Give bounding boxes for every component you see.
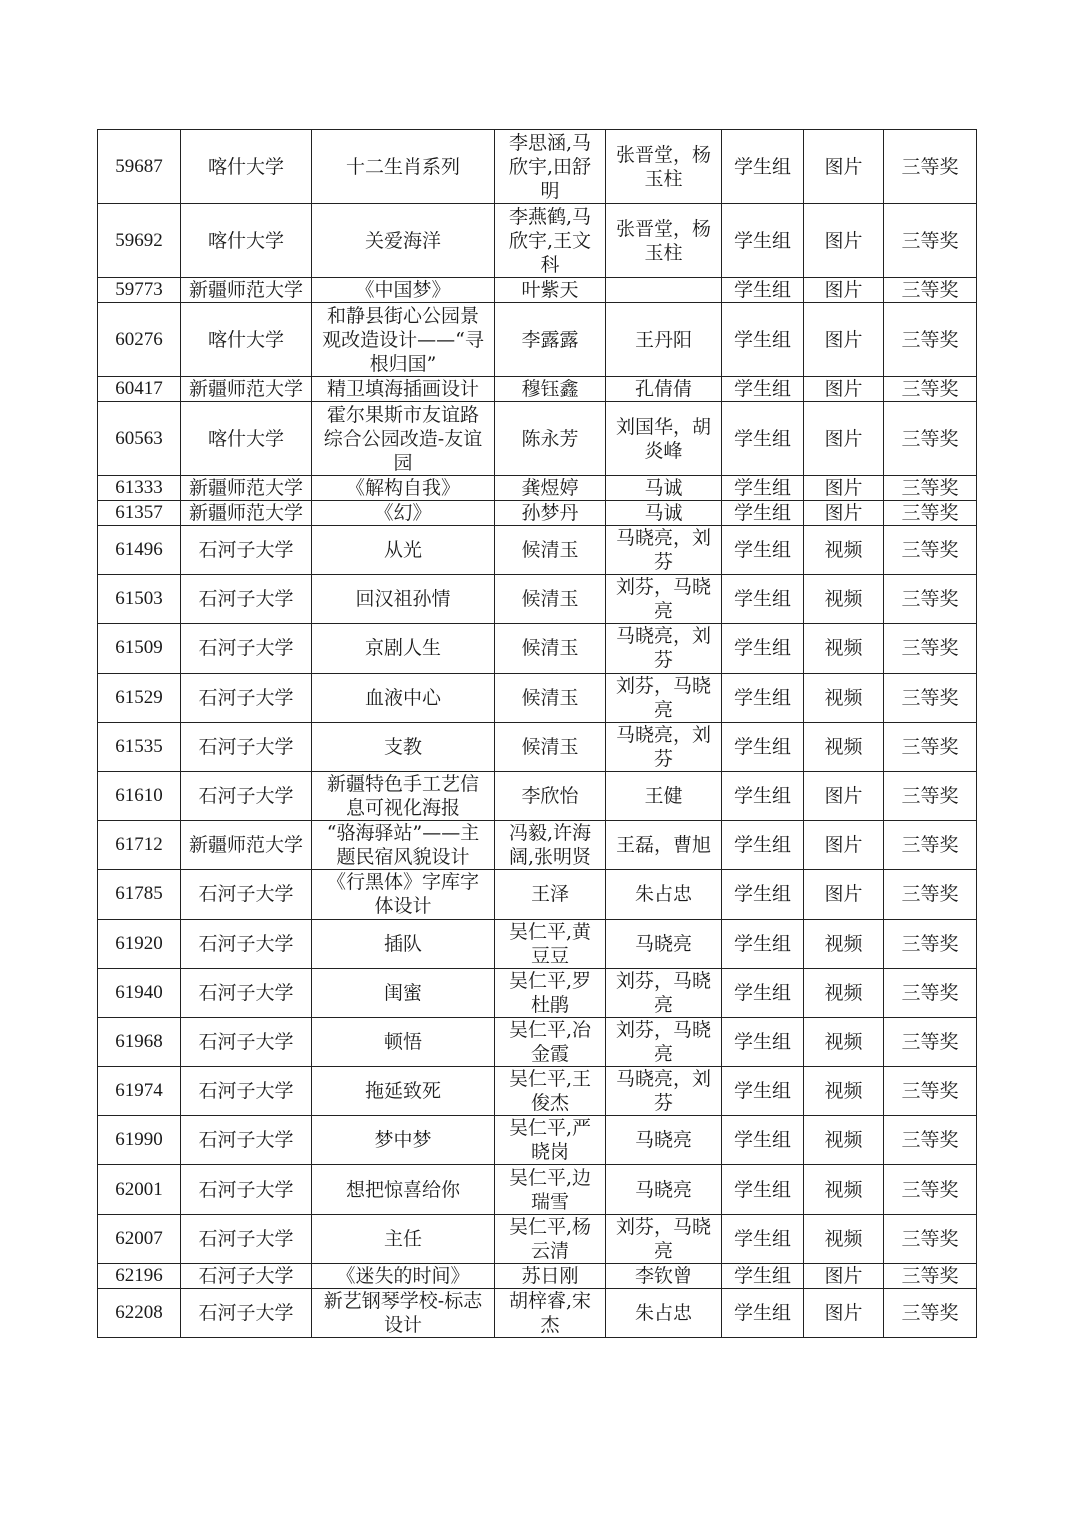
- table-row: [98, 204, 977, 278]
- group-cell: 学生组: [722, 1165, 804, 1214]
- authors-cell: 吴仁平,冶金霞: [495, 1017, 606, 1066]
- award-cell: 三等奖: [884, 1288, 977, 1337]
- authors-cell: 李燕鹤,马欣宇,王文科: [495, 204, 606, 278]
- table-row: [98, 501, 977, 526]
- table-row: [98, 771, 977, 820]
- school-cell: 新疆师范大学: [181, 377, 312, 402]
- group-cell: 学生组: [722, 968, 804, 1017]
- school-cell: 新疆师范大学: [181, 278, 312, 303]
- category-cell: 图片: [804, 204, 884, 278]
- work-title-cell: 梦中梦: [312, 1116, 495, 1165]
- advisors-cell: 马晓亮，刘芬: [606, 526, 722, 575]
- award-cell: 三等奖: [884, 673, 977, 722]
- award-cell: 三等奖: [884, 130, 977, 204]
- category-cell: 视频: [804, 1214, 884, 1263]
- category-cell: 视频: [804, 919, 884, 968]
- category-cell: 图片: [804, 377, 884, 402]
- school-cell: 石河子大学: [181, 968, 312, 1017]
- entry-id-cell: 61357: [98, 501, 181, 526]
- school-cell: 新疆师范大学: [181, 821, 312, 870]
- work-title-cell: 《幻》: [312, 501, 495, 526]
- award-cell: 三等奖: [884, 771, 977, 820]
- category-cell: 图片: [804, 501, 884, 526]
- school-cell: 石河子大学: [181, 575, 312, 624]
- award-cell: 三等奖: [884, 1263, 977, 1288]
- work-title-cell: “骆海驿站”——主题民宿风貌设计: [312, 821, 495, 870]
- table-row: [98, 870, 977, 919]
- group-cell: 学生组: [722, 1017, 804, 1066]
- advisors-cell: 刘芬，马晓亮: [606, 575, 722, 624]
- work-title-cell: 想把惊喜给你: [312, 1165, 495, 1214]
- work-title-cell: 《行黑体》字库字体设计: [312, 870, 495, 919]
- authors-cell: 苏日刚: [495, 1263, 606, 1288]
- school-cell: 石河子大学: [181, 1116, 312, 1165]
- category-cell: 视频: [804, 722, 884, 771]
- table-row: [98, 130, 977, 204]
- work-title-cell: 回汉祖孙情: [312, 575, 495, 624]
- authors-cell: 吴仁平,罗杜鹃: [495, 968, 606, 1017]
- advisors-cell: 马晓亮: [606, 1165, 722, 1214]
- award-cell: 三等奖: [884, 476, 977, 501]
- work-title-cell: 顿悟: [312, 1017, 495, 1066]
- advisors-cell: 张晋堂，杨玉柱: [606, 204, 722, 278]
- authors-cell: 候清玉: [495, 575, 606, 624]
- category-cell: 视频: [804, 624, 884, 673]
- authors-cell: 李思涵,马欣宇,田舒明: [495, 130, 606, 204]
- work-title-cell: 新艺钢琴学校-标志设计: [312, 1288, 495, 1337]
- work-title-cell: 血液中心: [312, 673, 495, 722]
- table-row: [98, 1165, 977, 1214]
- award-cell: 三等奖: [884, 303, 977, 377]
- table-row: [98, 1017, 977, 1066]
- category-cell: 图片: [804, 821, 884, 870]
- entry-id-cell: 60276: [98, 303, 181, 377]
- group-cell: 学生组: [722, 1214, 804, 1263]
- school-cell: 喀什大学: [181, 303, 312, 377]
- group-cell: 学生组: [722, 130, 804, 204]
- advisors-cell: 马晓亮，刘芬: [606, 722, 722, 771]
- category-cell: 视频: [804, 1067, 884, 1116]
- table-body: [98, 130, 977, 1338]
- award-cell: 三等奖: [884, 1214, 977, 1263]
- table-row: [98, 278, 977, 303]
- school-cell: 石河子大学: [181, 919, 312, 968]
- table-row: [98, 575, 977, 624]
- group-cell: 学生组: [722, 771, 804, 820]
- advisors-cell: 王磊，曹旭: [606, 821, 722, 870]
- authors-cell: 候清玉: [495, 673, 606, 722]
- advisors-cell: 刘国华，胡炎峰: [606, 402, 722, 476]
- entry-id-cell: 61333: [98, 476, 181, 501]
- authors-cell: 冯毅,许海阔,张明贤: [495, 821, 606, 870]
- award-cell: 三等奖: [884, 204, 977, 278]
- entry-id-cell: 61712: [98, 821, 181, 870]
- award-cell: 三等奖: [884, 919, 977, 968]
- school-cell: 新疆师范大学: [181, 476, 312, 501]
- work-title-cell: 霍尔果斯市友谊路综合公园改造-友谊园: [312, 402, 495, 476]
- authors-cell: 李露露: [495, 303, 606, 377]
- group-cell: 学生组: [722, 303, 804, 377]
- advisors-cell: 朱占忠: [606, 870, 722, 919]
- school-cell: 喀什大学: [181, 204, 312, 278]
- work-title-cell: 《中国梦》: [312, 278, 495, 303]
- table-row: [98, 377, 977, 402]
- advisors-cell: 刘芬，马晓亮: [606, 968, 722, 1017]
- group-cell: 学生组: [722, 377, 804, 402]
- group-cell: 学生组: [722, 476, 804, 501]
- advisors-cell: 刘芬，马晓亮: [606, 1017, 722, 1066]
- entry-id-cell: 61974: [98, 1067, 181, 1116]
- category-cell: 视频: [804, 968, 884, 1017]
- advisors-cell: 刘芬，马晓亮: [606, 673, 722, 722]
- category-cell: 图片: [804, 278, 884, 303]
- table-row: [98, 476, 977, 501]
- school-cell: 石河子大学: [181, 1263, 312, 1288]
- advisors-cell: 马晓亮: [606, 919, 722, 968]
- school-cell: 石河子大学: [181, 526, 312, 575]
- work-title-cell: 精卫填海插画设计: [312, 377, 495, 402]
- table-row: [98, 919, 977, 968]
- entry-id-cell: 62001: [98, 1165, 181, 1214]
- category-cell: 图片: [804, 303, 884, 377]
- entry-id-cell: 61990: [98, 1116, 181, 1165]
- advisors-cell: 孔倩倩: [606, 377, 722, 402]
- group-cell: 学生组: [722, 624, 804, 673]
- entry-id-cell: 61509: [98, 624, 181, 673]
- entry-id-cell: 62208: [98, 1288, 181, 1337]
- school-cell: 石河子大学: [181, 1067, 312, 1116]
- award-cell: 三等奖: [884, 968, 977, 1017]
- group-cell: 学生组: [722, 575, 804, 624]
- award-cell: 三等奖: [884, 722, 977, 771]
- work-title-cell: 《解构自我》: [312, 476, 495, 501]
- table-row: [98, 303, 977, 377]
- award-results-table: [97, 129, 977, 1338]
- authors-cell: 候清玉: [495, 624, 606, 673]
- group-cell: 学生组: [722, 919, 804, 968]
- table-row: [98, 526, 977, 575]
- authors-cell: 龚煜婷: [495, 476, 606, 501]
- authors-cell: 吴仁平,严晓岗: [495, 1116, 606, 1165]
- work-title-cell: 从光: [312, 526, 495, 575]
- entry-id-cell: 61940: [98, 968, 181, 1017]
- work-title-cell: 关爱海洋: [312, 204, 495, 278]
- work-title-cell: 和静县街心公园景观改造设计——“寻根归国”: [312, 303, 495, 377]
- advisors-cell: 朱占忠: [606, 1288, 722, 1337]
- authors-cell: 王泽: [495, 870, 606, 919]
- entry-id-cell: 61529: [98, 673, 181, 722]
- group-cell: 学生组: [722, 870, 804, 919]
- work-title-cell: 十二生肖系列: [312, 130, 495, 204]
- school-cell: 石河子大学: [181, 624, 312, 673]
- entry-id-cell: 59773: [98, 278, 181, 303]
- advisors-cell: 张晋堂，杨玉柱: [606, 130, 722, 204]
- authors-cell: 孙梦丹: [495, 501, 606, 526]
- authors-cell: 胡梓睿,宋杰: [495, 1288, 606, 1337]
- table-row: [98, 673, 977, 722]
- group-cell: 学生组: [722, 402, 804, 476]
- school-cell: 喀什大学: [181, 130, 312, 204]
- table-row: [98, 1288, 977, 1337]
- award-cell: 三等奖: [884, 821, 977, 870]
- award-cell: 三等奖: [884, 624, 977, 673]
- school-cell: 新疆师范大学: [181, 501, 312, 526]
- award-cell: 三等奖: [884, 1116, 977, 1165]
- school-cell: 喀什大学: [181, 402, 312, 476]
- authors-cell: 穆钰鑫: [495, 377, 606, 402]
- school-cell: 石河子大学: [181, 870, 312, 919]
- work-title-cell: 主任: [312, 1214, 495, 1263]
- table-row: [98, 968, 977, 1017]
- award-cell: 三等奖: [884, 501, 977, 526]
- school-cell: 石河子大学: [181, 1017, 312, 1066]
- authors-cell: 吴仁平,黄豆豆: [495, 919, 606, 968]
- category-cell: 视频: [804, 673, 884, 722]
- table-row: [98, 402, 977, 476]
- group-cell: 学生组: [722, 526, 804, 575]
- advisors-cell: [606, 278, 722, 303]
- group-cell: 学生组: [722, 1116, 804, 1165]
- category-cell: 图片: [804, 1288, 884, 1337]
- table-row: [98, 722, 977, 771]
- award-cell: 三等奖: [884, 575, 977, 624]
- category-cell: 图片: [804, 870, 884, 919]
- award-cell: 三等奖: [884, 526, 977, 575]
- authors-cell: 吴仁平,王俊杰: [495, 1067, 606, 1116]
- category-cell: 图片: [804, 476, 884, 501]
- authors-cell: 陈永芳: [495, 402, 606, 476]
- entry-id-cell: 61785: [98, 870, 181, 919]
- authors-cell: 候清玉: [495, 722, 606, 771]
- group-cell: 学生组: [722, 1263, 804, 1288]
- authors-cell: 候清玉: [495, 526, 606, 575]
- category-cell: 视频: [804, 1116, 884, 1165]
- award-cell: 三等奖: [884, 402, 977, 476]
- school-cell: 石河子大学: [181, 1214, 312, 1263]
- work-title-cell: 京剧人生: [312, 624, 495, 673]
- school-cell: 石河子大学: [181, 1288, 312, 1337]
- group-cell: 学生组: [722, 204, 804, 278]
- category-cell: 视频: [804, 575, 884, 624]
- advisors-cell: 王丹阳: [606, 303, 722, 377]
- award-cell: 三等奖: [884, 1165, 977, 1214]
- advisors-cell: 马诚: [606, 501, 722, 526]
- table-row: [98, 1067, 977, 1116]
- category-cell: 图片: [804, 771, 884, 820]
- group-cell: 学生组: [722, 1067, 804, 1116]
- category-cell: 视频: [804, 526, 884, 575]
- school-cell: 石河子大学: [181, 722, 312, 771]
- school-cell: 石河子大学: [181, 1165, 312, 1214]
- award-cell: 三等奖: [884, 870, 977, 919]
- category-cell: 图片: [804, 402, 884, 476]
- school-cell: 石河子大学: [181, 771, 312, 820]
- group-cell: 学生组: [722, 1288, 804, 1337]
- entry-id-cell: 61535: [98, 722, 181, 771]
- advisors-cell: 王健: [606, 771, 722, 820]
- table-row: [98, 624, 977, 673]
- category-cell: 视频: [804, 1165, 884, 1214]
- school-cell: 石河子大学: [181, 673, 312, 722]
- entry-id-cell: 59692: [98, 204, 181, 278]
- category-cell: 图片: [804, 1263, 884, 1288]
- work-title-cell: 新疆特色手工艺信息可视化海报: [312, 771, 495, 820]
- entry-id-cell: 61503: [98, 575, 181, 624]
- advisors-cell: 马诚: [606, 476, 722, 501]
- award-cell: 三等奖: [884, 1017, 977, 1066]
- entry-id-cell: 60417: [98, 377, 181, 402]
- entry-id-cell: 59687: [98, 130, 181, 204]
- group-cell: 学生组: [722, 278, 804, 303]
- advisors-cell: 马晓亮: [606, 1116, 722, 1165]
- entry-id-cell: 61496: [98, 526, 181, 575]
- entry-id-cell: 61610: [98, 771, 181, 820]
- group-cell: 学生组: [722, 673, 804, 722]
- award-cell: 三等奖: [884, 1067, 977, 1116]
- authors-cell: 吴仁平,边瑞雪: [495, 1165, 606, 1214]
- entry-id-cell: 61920: [98, 919, 181, 968]
- group-cell: 学生组: [722, 821, 804, 870]
- table-row: [98, 1214, 977, 1263]
- entry-id-cell: 62196: [98, 1263, 181, 1288]
- entry-id-cell: 61968: [98, 1017, 181, 1066]
- table-row: [98, 1263, 977, 1288]
- advisors-cell: 马晓亮，刘芬: [606, 624, 722, 673]
- advisors-cell: 刘芬，马晓亮: [606, 1214, 722, 1263]
- entry-id-cell: 62007: [98, 1214, 181, 1263]
- category-cell: 图片: [804, 130, 884, 204]
- advisors-cell: 李钦曾: [606, 1263, 722, 1288]
- work-title-cell: 拖延致死: [312, 1067, 495, 1116]
- award-cell: 三等奖: [884, 377, 977, 402]
- group-cell: 学生组: [722, 501, 804, 526]
- work-title-cell: 闺蜜: [312, 968, 495, 1017]
- award-cell: 三等奖: [884, 278, 977, 303]
- work-title-cell: 《迷失的时间》: [312, 1263, 495, 1288]
- work-title-cell: 插队: [312, 919, 495, 968]
- group-cell: 学生组: [722, 722, 804, 771]
- entry-id-cell: 60563: [98, 402, 181, 476]
- work-title-cell: 支教: [312, 722, 495, 771]
- table-row: [98, 1116, 977, 1165]
- category-cell: 视频: [804, 1017, 884, 1066]
- authors-cell: 吴仁平,杨云清: [495, 1214, 606, 1263]
- advisors-cell: 马晓亮，刘芬: [606, 1067, 722, 1116]
- authors-cell: 李欣怡: [495, 771, 606, 820]
- authors-cell: 叶紫天: [495, 278, 606, 303]
- table-row: [98, 821, 977, 870]
